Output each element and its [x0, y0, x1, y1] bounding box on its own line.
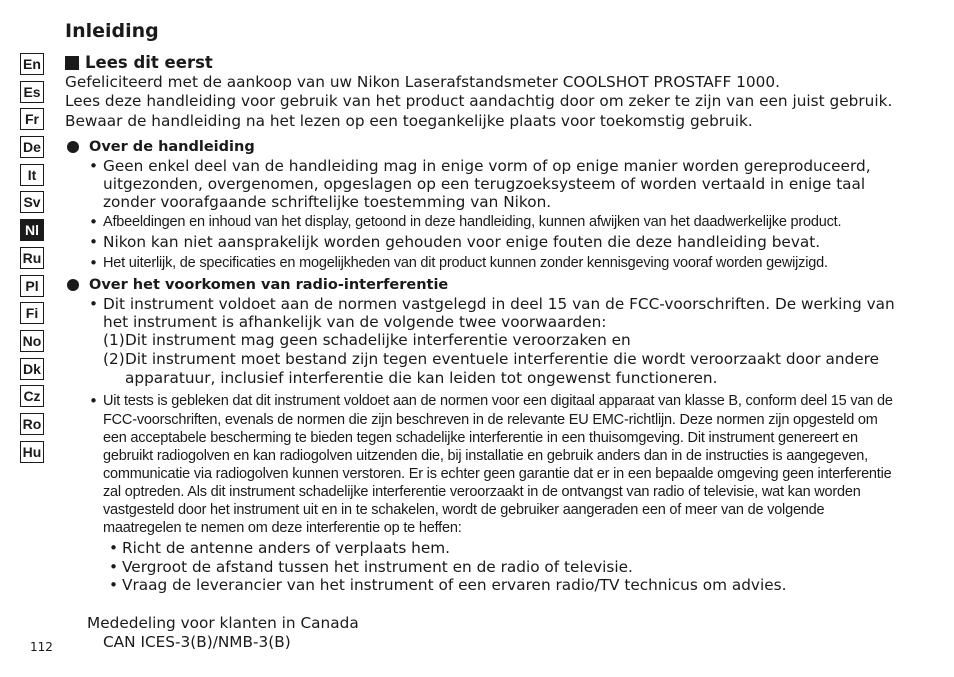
language-tab-fi[interactable]: Fi: [20, 302, 44, 324]
list-item: • Nikon kan niet aansprakelijk worden gehouden voor enige fouten die deze handleiding bevat.: [89, 233, 821, 252]
language-tab-it[interactable]: It: [20, 164, 44, 186]
subsection-heading-manual: [65, 137, 895, 157]
language-tab-ru[interactable]: Ru: [20, 247, 44, 269]
list-item: • Uit tests is gebleken dat dit instrument voldoet aan de normen voor een digitaal apparaat van klasse B, conform deel 15 van de FCC-voorschriften, evenals de normen die zijn beschreven in de relevante EU EMC-richtlijn. Deze normen zijn opgesteld om een acceptabele bescherming te bieden tegen schadelijke interferentie in een thuisomgeving. Dit instrument genereert en gebruikt radiogolven en kan radiogolven uitzenden die, bij installatie en gebruik anders dan in de instructies is aangegeven, communicatie via radiogolven kunnen verstoren. Er is echter geen garantie dat er in een bepaalde omgeving geen interferentie zal optreden. Als dit instrument schadelijke interferentie veroorzaakt in de ontvangst van radio of televisie, wat kan worden vastgesteld door het instrument uit en in te schakelen, wordt de gebruiker aangeraden een of meer van de volgende maatregelen te nemen om deze interferentie op te heffen:: [89, 392, 893, 537]
language-tab-pl[interactable]: Pl: [20, 275, 44, 297]
language-tab-hu[interactable]: Hu: [20, 441, 44, 463]
language-tab-es[interactable]: Es: [20, 81, 44, 103]
manual-list: [65, 157, 895, 272]
intro-line: Bewaar de handleiding na het lezen op een toegankelijke plaats voor toekomstig gebruik.: [65, 112, 753, 130]
subsection-heading-radio: [65, 275, 895, 295]
language-tab-cz[interactable]: Cz: [20, 385, 44, 407]
square-bullet-icon: [65, 56, 79, 70]
language-tab-nl[interactable]: Nl: [20, 219, 44, 241]
language-tab-dk[interactable]: Dk: [20, 358, 44, 380]
measure-item: • Vergroot de afstand tussen het instrument en de radio of televisie.: [109, 557, 633, 576]
list-item: • Het uiterlijk, de specificaties en mogelijkheden van dit product kunnen zonder kennisgeving vooraf worden gewijzigd.: [89, 253, 828, 272]
language-tab-de[interactable]: De: [20, 136, 44, 158]
language-tabs: [20, 53, 44, 468]
bullet-icon: •: [89, 294, 99, 313]
radio-list-2: [65, 392, 895, 537]
page-number: 112: [30, 640, 53, 654]
language-tab-fr[interactable]: Fr: [20, 108, 44, 130]
subsection-heading-text: Over de handleiding: [89, 138, 255, 155]
radio-list: [65, 295, 895, 332]
language-tab-en[interactable]: En: [20, 53, 44, 75]
condition-item: (2) Dit instrument moet bestand zijn tegen eventuele interferentie die wordt veroorzaakt door andere apparatuur, inclusief interferentie die kan leiden tot ongewenst functioneren.: [103, 350, 880, 388]
bullet-icon: •: [109, 575, 119, 594]
canada-notice-label: Mededeling voor klanten in Canada: [87, 614, 359, 633]
language-tab-ro[interactable]: Ro: [20, 413, 44, 435]
bullet-icon: •: [89, 392, 98, 411]
bullet-icon: •: [109, 539, 119, 558]
bullet-icon: •: [89, 213, 98, 232]
bullet-icon: •: [89, 233, 99, 252]
section-heading: [65, 53, 895, 73]
condition-item: (1) Dit instrument mag geen schadelijke interferentie veroorzaken en: [103, 331, 631, 350]
language-tab-no[interactable]: No: [20, 330, 44, 352]
bullet-icon: •: [109, 557, 119, 576]
page-title: Inleiding: [65, 20, 159, 42]
circle-bullet-icon: [67, 141, 79, 153]
bullet-icon: •: [89, 253, 98, 272]
intro-line: Gefeliciteerd met de aankoop van uw Nikon Laserafstandsmeter COOLSHOT PROSTAFF 1000.: [65, 73, 780, 91]
bullet-icon: •: [89, 156, 99, 175]
measure-item: • Richt de antenne anders of verplaats hem.: [109, 539, 451, 558]
measure-item: • Vraag de leverancier van het instrument of een ervaren radio/TV technicus om advies.: [109, 575, 787, 594]
circle-bullet-icon: [67, 279, 79, 291]
list-item: • Dit instrument voldoet aan de normen vastgelegd in deel 15 van de FCC-voorschriften. De werking van het instrument is afhankelijk van de volgende twee voorwaarden:: [89, 294, 895, 332]
content: [65, 53, 895, 651]
section-heading-text: Lees dit eerst: [85, 53, 213, 72]
intro-line: Lees deze handleiding voor gebruik van het product aandachtig door om zeker te zijn van een juist gebruik.: [65, 91, 893, 110]
language-tab-sv[interactable]: Sv: [20, 191, 44, 213]
list-item: • Afbeeldingen en inhoud van het display, getoond in deze handleiding, kunnen afwijken van het daadwerkelijke product.: [89, 213, 842, 232]
subsection-heading-text: Over het voorkomen van radio-interferentie: [89, 276, 449, 293]
list-item: • Geen enkel deel van de handleiding mag in enige vorm of op enige manier worden gereproduceerd, uitgezonden, overgenomen, opgeslagen op een terugzoeksysteem of worden vertaald in enige taal zonder voorafgaande schriftelijke toestemming van Nikon.: [89, 156, 871, 212]
canada-notice-code: CAN ICES-3(B)/NMB-3(B): [103, 632, 291, 651]
